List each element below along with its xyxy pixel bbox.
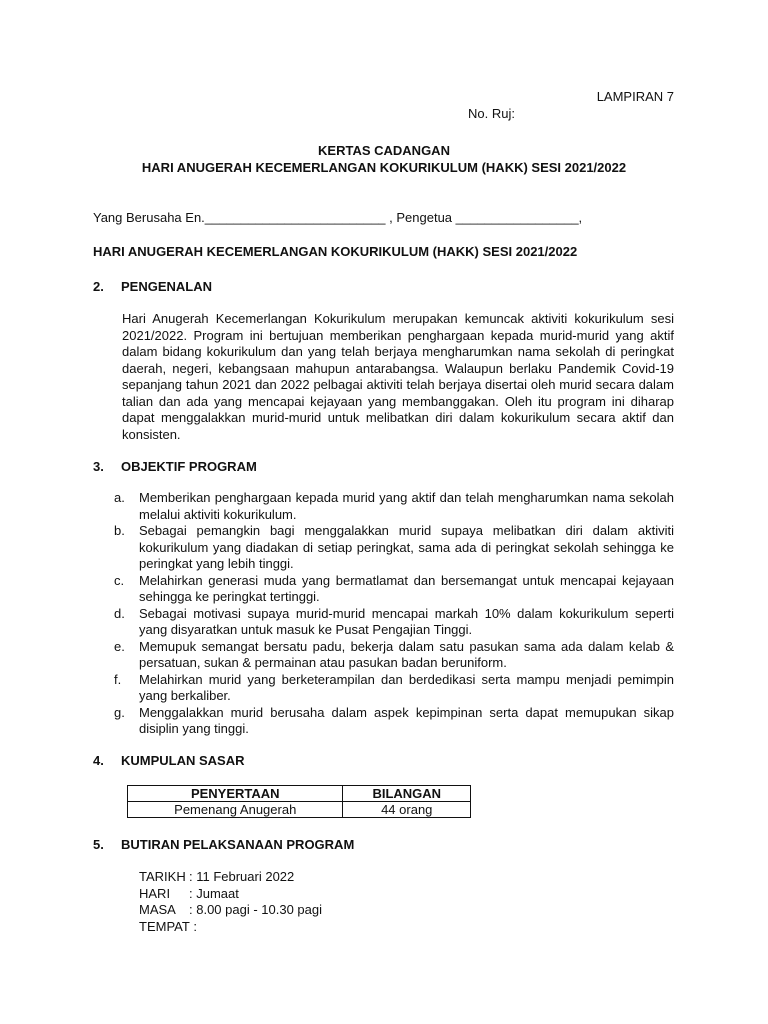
greeting-line: Yang Berusaha En._________________________ , Pengetua _________________, bbox=[93, 210, 583, 225]
detail-label: MASA bbox=[139, 902, 176, 917]
section-title: OBJEKTIF PROGRAM bbox=[121, 459, 257, 474]
list-letter: f. bbox=[114, 671, 122, 687]
column-header-bilangan: BILANGAN bbox=[343, 786, 471, 802]
lampiran-label: LAMPIRAN 7 bbox=[596, 89, 674, 104]
detail-label: TARIKH bbox=[139, 869, 186, 884]
section-number: 5. bbox=[93, 837, 104, 852]
section-title: BUTIRAN PELAKSANAAN PROGRAM bbox=[121, 837, 355, 852]
detail-label: HARI bbox=[139, 885, 171, 901]
event-heading: HARI ANUGERAH KECEMERLANGAN KOKURIKULUM (HAKK) SESI 2021/2022 bbox=[93, 244, 578, 259]
detail-value: : 11 Februari 2022 bbox=[189, 869, 295, 884]
detail-value: : bbox=[193, 918, 198, 934]
list-text: Melahirkan murid yang berketerampilan dan berdedikasi serta mampu menjadi pemimpin yang berkaliber. bbox=[139, 671, 674, 703]
document-title: KERTAS CADANGAN bbox=[318, 143, 450, 158]
section-5-heading bbox=[93, 837, 354, 854]
document-subtitle: HARI ANUGERAH KECEMERLANGAN KOKURIKULUM (HAKK) SESI 2021/2022 bbox=[141, 160, 627, 175]
detail-label: TEMPAT bbox=[139, 918, 190, 934]
reference-number-label: No. Ruj: bbox=[468, 106, 515, 121]
section-4-heading bbox=[93, 753, 245, 770]
list-letter: a. bbox=[114, 490, 125, 505]
program-details bbox=[139, 869, 322, 935]
table-cell: Pemenang Anugerah bbox=[128, 802, 343, 818]
list-letter: c. bbox=[114, 572, 125, 588]
objective-list bbox=[114, 490, 674, 738]
table-cell: 44 orang bbox=[343, 802, 471, 818]
list-text: Memberikan penghargaan kepada murid yang aktif dan telah mengharumkan nama sekolah melalui aktiviti kokurikulum. bbox=[139, 490, 674, 522]
list-text: Sebagai motivasi supaya murid-murid mencapai markah 10% dalam kokurikulum seperti yang disyaratkan untuk masuk ke Pusat Pengajian Tinggi. bbox=[139, 605, 674, 637]
list-text: Sebagai pemangkin bagi menggalakkan murid supaya melibatkan diri dalam aktiviti kokurikulum yang diadakan di setiap peringkat, sama ada di peringkat sekolah sehingga ke peringkat yang lebih tinggi. bbox=[139, 523, 674, 571]
target-group-table bbox=[127, 785, 471, 818]
list-item bbox=[114, 705, 674, 738]
section-number: 2. bbox=[93, 279, 104, 294]
detail-row-date bbox=[139, 869, 322, 886]
detail-row-time bbox=[139, 902, 322, 919]
table-header-row bbox=[128, 786, 471, 802]
detail-value: : 8.00 pagi - 10.30 pagi bbox=[189, 902, 322, 917]
list-item bbox=[114, 490, 674, 523]
introduction-paragraph: Hari Anugerah Kecemerlangan Kokurikulum merupakan kemuncak aktiviti kokurikulum sesi 2021/2022. Program ini bertujuan memberikan penghargaan kepada murid-murid yang aktif dalam bidang kokurikulum dan yang telah berjaya mengharumkan nama sekolah di peringkat daerah, negeri, kebangsaan mahupun antarabangsa. Walaupun berlaku Pandemik Covid-19 sepanjang tahun 2021 dan 2022 pelbagai aktiviti telah berjaya disertai oleh murid secara dalam talian dan ada yang mencapai kejayaan yang membanggakan. Oleh itu program ini diharap dapat menggalakkan murid-murid untuk melibatkan diri dalam kokurikulum secara aktif dan konsisten. bbox=[122, 311, 674, 442]
detail-row-day bbox=[139, 886, 322, 903]
section-3-heading bbox=[93, 459, 257, 476]
section-2-heading bbox=[93, 279, 212, 296]
list-text: Melahirkan generasi muda yang bermatlamat dan bersemangat untuk mencapai kejayaan sehingga ke peringkat tertinggi. bbox=[139, 572, 674, 604]
list-letter: b. bbox=[114, 523, 125, 538]
section-title: PENGENALAN bbox=[121, 279, 213, 294]
list-letter: e. bbox=[114, 638, 125, 654]
list-item bbox=[114, 523, 674, 573]
list-letter: d. bbox=[114, 605, 125, 621]
detail-row-venue bbox=[139, 919, 322, 936]
detail-value: : Jumaat bbox=[189, 885, 239, 901]
section-title: KUMPULAN SASAR bbox=[121, 753, 245, 768]
list-item bbox=[114, 639, 674, 672]
section-number: 3. bbox=[93, 459, 104, 474]
list-letter: g. bbox=[114, 704, 125, 720]
list-text: Memupuk semangat bersatu padu, bekerja dalam satu pasukan sama ada dalam kelab & persatuan, sukan & permainan atau pasukan badan beruniform. bbox=[139, 638, 674, 670]
list-item bbox=[114, 573, 674, 606]
list-text: Menggalakkan murid berusaha dalam aspek kepimpinan serta dapat memupukan sikap disiplin yang tinggi. bbox=[139, 704, 674, 736]
column-header-penyertaan: PENYERTAAN bbox=[128, 786, 343, 802]
section-number: 4. bbox=[93, 753, 104, 768]
list-item bbox=[114, 672, 674, 705]
table-row bbox=[128, 802, 471, 818]
list-item bbox=[114, 606, 674, 639]
